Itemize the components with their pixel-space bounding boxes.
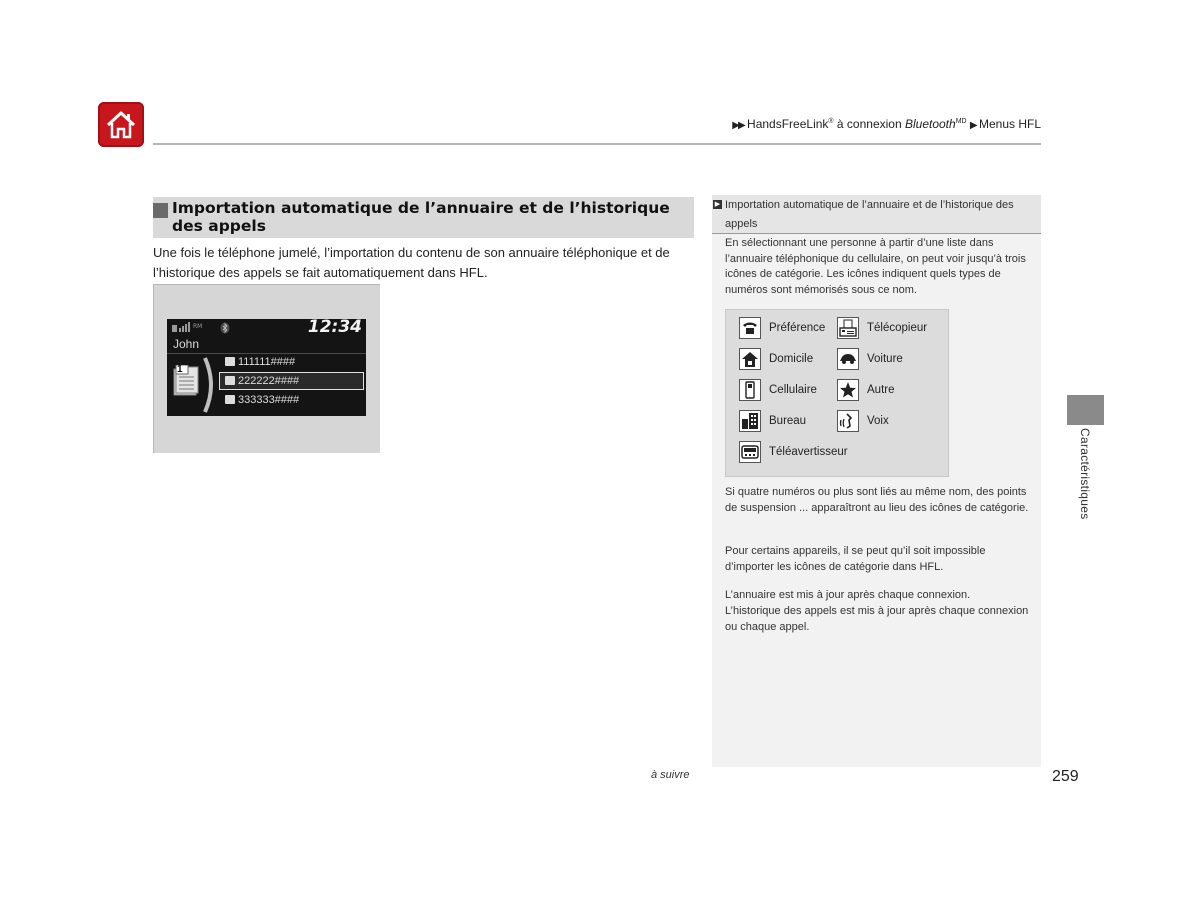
sidebar-title: Importation automatique de l’annuaire et de l’historique des appels <box>725 199 1014 230</box>
page-number: 259 <box>1052 768 1079 785</box>
phone-number-row[interactable]: 333333#### <box>225 392 363 408</box>
section-header <box>153 197 694 238</box>
sidebar-note-panel <box>712 195 1041 767</box>
category-item: Voix <box>837 408 889 434</box>
phone-number-row-selected[interactable]: 222222#### <box>219 372 364 390</box>
home-icon <box>104 109 138 141</box>
office-building-icon <box>739 410 761 432</box>
category-item: Domicile <box>739 346 813 372</box>
sidebar-intro: En sélectionnant une personne à partir d’une liste dans l’annuaire téléphonique du cellulaire, on peut voir jusqu’à trois icônes de catégorie. Les icônes indiquent quels types de numéros sont mémorisés sous ce nom. <box>725 237 1026 296</box>
category-item: Bureau <box>739 408 806 434</box>
phonebook-screen <box>167 319 366 416</box>
entry-index-badge: 1 <box>177 364 183 375</box>
signal-status-icon <box>171 322 221 334</box>
breadcrumb <box>620 117 1041 133</box>
bluetooth-icon <box>220 322 230 334</box>
star-icon <box>837 379 859 401</box>
category-item: Voiture <box>837 346 903 372</box>
category-icon-table <box>725 309 949 477</box>
breadcrumb-current[interactable]: Menus HFL <box>978 117 1041 131</box>
contact-name: John <box>173 337 200 351</box>
pager-icon <box>739 441 761 463</box>
mobile-phone-icon <box>739 379 761 401</box>
section-title: Importation automatique de l’annuaire et de l’historique des appels <box>172 199 670 235</box>
home-button[interactable] <box>98 102 144 147</box>
sidebar-note: L’annuaire est mis à jour après chaque connexion. <box>725 589 971 601</box>
category-item: Télécopieur <box>837 315 927 341</box>
car-icon <box>837 348 859 370</box>
clock-display: 12:34 <box>307 317 362 337</box>
category-item: Téléavertisseur <box>739 439 848 465</box>
header-divider <box>153 143 1041 145</box>
breadcrumb-arrow-icon: ▶▶ <box>732 120 744 131</box>
reference-marker-icon: ▶ <box>714 201 721 208</box>
scroll-arc-icon <box>203 356 219 414</box>
category-item: Cellulaire <box>739 377 817 403</box>
sidebar-note: Pour certains appareils, il se peut qu’il soit impossible d’importer les icônes de catégorie dans HFL. <box>725 545 986 573</box>
phone-icon <box>225 357 235 366</box>
breadcrumb-arrow-icon: ▶ <box>969 120 976 131</box>
chapter-tab-label[interactable]: Caractéristiques <box>1078 428 1092 520</box>
svg-text:RM: RM <box>193 323 203 330</box>
voice-icon <box>837 410 859 432</box>
breadcrumb-link-handsfreelink[interactable]: HandsFreeLink® à connexion Bluetooth$^{MD}$ <box>747 117 967 131</box>
phone-icon <box>739 317 761 339</box>
fax-icon <box>225 376 235 385</box>
sidebar-note: Si quatre numéros ou plus sont liés au même nom, des points de suspension ... apparaîtront au lieu des icônes de catégorie. <box>725 486 1029 514</box>
continued-label: à suivre <box>651 769 690 781</box>
star-icon <box>225 395 235 404</box>
phone-number-row[interactable]: 111111#### <box>225 354 363 370</box>
category-item: Préférence <box>739 315 825 341</box>
chapter-tab-marker[interactable] <box>1067 395 1104 425</box>
house-icon <box>739 348 761 370</box>
fax-icon <box>837 317 859 339</box>
section-marker-icon <box>153 203 168 218</box>
category-item: Autre <box>837 377 895 403</box>
sidebar-title-bar <box>712 195 1041 234</box>
section-body-text: Une fois le téléphone jumelé, l’importation du contenu de son annuaire téléphonique et de l’historique des appels se fait automatiquement dans HFL. <box>153 245 670 280</box>
sidebar-note: L’historique des appels est mis à jour après chaque connexion ou chaque appel. <box>725 605 1029 633</box>
